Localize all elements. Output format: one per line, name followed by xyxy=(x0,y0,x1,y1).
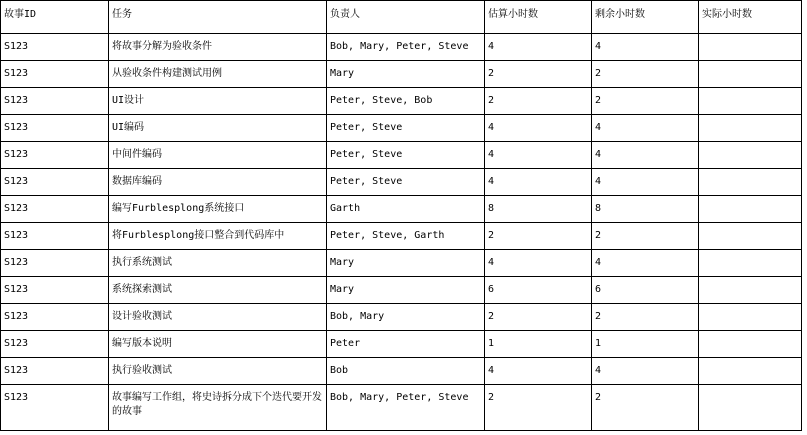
cell-estimated-hours: 2 xyxy=(485,61,592,88)
table-row xyxy=(1,358,802,385)
cell-actual-hours xyxy=(699,304,802,331)
table-row xyxy=(1,34,802,61)
table-row xyxy=(1,277,802,304)
cell-estimated-hours: 4 xyxy=(485,34,592,61)
cell-actual-hours xyxy=(699,250,802,277)
cell-story-id: S123 xyxy=(1,115,109,142)
cell-owners: Bob xyxy=(327,358,485,385)
cell-estimated-hours: 4 xyxy=(485,169,592,196)
table-row xyxy=(1,169,802,196)
cell-story-id: S123 xyxy=(1,358,109,385)
cell-estimated-hours: 4 xyxy=(485,115,592,142)
cell-story-id: S123 xyxy=(1,277,109,304)
cell-owners: Peter, Steve xyxy=(327,115,485,142)
cell-task: 将故事分解为验收条件 xyxy=(109,34,327,61)
cell-owners: Peter, Steve, Garth xyxy=(327,223,485,250)
cell-remaining-hours: 1 xyxy=(592,331,699,358)
table-row xyxy=(1,196,802,223)
cell-remaining-hours: 4 xyxy=(592,169,699,196)
cell-actual-hours xyxy=(699,385,802,431)
cell-task: 执行系统测试 xyxy=(109,250,327,277)
cell-remaining-hours: 8 xyxy=(592,196,699,223)
cell-remaining-hours: 4 xyxy=(592,115,699,142)
table-row xyxy=(1,61,802,88)
header-task: 任务 xyxy=(109,1,327,34)
cell-actual-hours xyxy=(699,88,802,115)
cell-story-id: S123 xyxy=(1,223,109,250)
cell-actual-hours xyxy=(699,223,802,250)
cell-actual-hours xyxy=(699,331,802,358)
cell-story-id: S123 xyxy=(1,331,109,358)
header-story-id: 故事ID xyxy=(1,1,109,34)
cell-owners: Peter, Steve, Bob xyxy=(327,88,485,115)
cell-estimated-hours: 2 xyxy=(485,304,592,331)
cell-remaining-hours: 6 xyxy=(592,277,699,304)
cell-task: UI设计 xyxy=(109,88,327,115)
cell-remaining-hours: 4 xyxy=(592,34,699,61)
cell-owners: Garth xyxy=(327,196,485,223)
header-owners: 负责人 xyxy=(327,1,485,34)
cell-task: 编写Furblesplong系统接口 xyxy=(109,196,327,223)
cell-estimated-hours: 8 xyxy=(485,196,592,223)
cell-owners: Peter xyxy=(327,331,485,358)
cell-task: 数据库编码 xyxy=(109,169,327,196)
cell-remaining-hours: 2 xyxy=(592,385,699,431)
table-row xyxy=(1,223,802,250)
cell-owners: Mary xyxy=(327,61,485,88)
table-row xyxy=(1,385,802,431)
header-estimated-hours: 估算小时数 xyxy=(485,1,592,34)
cell-owners: Bob, Mary, Peter, Steve xyxy=(327,34,485,61)
cell-remaining-hours: 2 xyxy=(592,304,699,331)
header-row xyxy=(1,1,802,34)
header-remaining-hours: 剩余小时数 xyxy=(592,1,699,34)
cell-story-id: S123 xyxy=(1,304,109,331)
cell-actual-hours xyxy=(699,358,802,385)
cell-owners: Peter, Steve xyxy=(327,142,485,169)
cell-estimated-hours: 1 xyxy=(485,331,592,358)
cell-story-id: S123 xyxy=(1,196,109,223)
table-row xyxy=(1,142,802,169)
cell-estimated-hours: 4 xyxy=(485,358,592,385)
table-row xyxy=(1,304,802,331)
cell-story-id: S123 xyxy=(1,385,109,431)
cell-task: 中间件编码 xyxy=(109,142,327,169)
cell-remaining-hours: 2 xyxy=(592,223,699,250)
cell-story-id: S123 xyxy=(1,34,109,61)
cell-remaining-hours: 2 xyxy=(592,88,699,115)
cell-actual-hours xyxy=(699,196,802,223)
cell-actual-hours xyxy=(699,277,802,304)
cell-story-id: S123 xyxy=(1,169,109,196)
cell-owners: Peter, Steve xyxy=(327,169,485,196)
cell-task: UI编码 xyxy=(109,115,327,142)
cell-remaining-hours: 4 xyxy=(592,142,699,169)
cell-remaining-hours: 2 xyxy=(592,61,699,88)
cell-estimated-hours: 2 xyxy=(485,223,592,250)
cell-remaining-hours: 4 xyxy=(592,358,699,385)
cell-task: 设计验收测试 xyxy=(109,304,327,331)
cell-estimated-hours: 2 xyxy=(485,385,592,431)
cell-task: 系统探索测试 xyxy=(109,277,327,304)
table-row xyxy=(1,250,802,277)
cell-actual-hours xyxy=(699,34,802,61)
cell-estimated-hours: 4 xyxy=(485,250,592,277)
table-row xyxy=(1,331,802,358)
header-actual-hours: 实际小时数 xyxy=(699,1,802,34)
cell-task: 从验收条件构建测试用例 xyxy=(109,61,327,88)
cell-owners: Mary xyxy=(327,250,485,277)
cell-actual-hours xyxy=(699,169,802,196)
cell-task: 将Furblesplong接口整合到代码库中 xyxy=(109,223,327,250)
cell-story-id: S123 xyxy=(1,61,109,88)
cell-owners: Bob, Mary xyxy=(327,304,485,331)
table-row xyxy=(1,88,802,115)
cell-task: 故事编写工作组，将史诗拆分成下个迭代要开发的故事 xyxy=(109,385,327,431)
table-row xyxy=(1,115,802,142)
cell-actual-hours xyxy=(699,61,802,88)
cell-actual-hours xyxy=(699,142,802,169)
cell-remaining-hours: 4 xyxy=(592,250,699,277)
cell-owners: Bob, Mary, Peter, Steve xyxy=(327,385,485,431)
cell-estimated-hours: 4 xyxy=(485,142,592,169)
cell-owners: Mary xyxy=(327,277,485,304)
cell-task: 编写版本说明 xyxy=(109,331,327,358)
cell-story-id: S123 xyxy=(1,88,109,115)
cell-task: 执行验收测试 xyxy=(109,358,327,385)
cell-story-id: S123 xyxy=(1,142,109,169)
cell-story-id: S123 xyxy=(1,250,109,277)
cell-estimated-hours: 6 xyxy=(485,277,592,304)
cell-actual-hours xyxy=(699,115,802,142)
cell-estimated-hours: 2 xyxy=(485,88,592,115)
